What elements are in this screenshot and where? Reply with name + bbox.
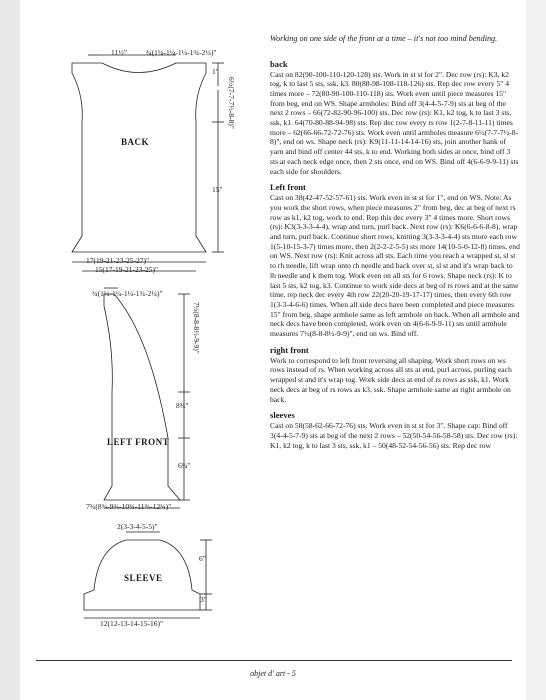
left-front-outline [104,294,180,500]
left-front-top-label: ¾(1¼-1¼-1¼-1¾-2¼)" [92,289,163,298]
footer-rule [36,660,512,661]
left-front-mid-label: 8¾" [176,401,189,410]
sleeve-top-label: 2(3-3-4-5-5)" [117,522,158,531]
section-body: Work to correspond to left front reversing all shaping. Work short rows on ws rows instead of rs. When working across all sts at end, purl across, purling each wrapped st and it's wrap tog. Work side decs at end of rs rows as ssk, k1. Work neck decs at beg of rs rows as k3, ssk. Shape armhole same as right armhole on back. [270,355,512,404]
back-width-bottom-label: 15(17-19-21-23-25)" [95,265,159,274]
back-neck-label: ¾(1¼-1¼-1¼-1¾-2¼)" [146,48,217,57]
pattern-text-column [270,34,520,456]
section-body: Cast on 58(58-62-66-72-76) sts. Work even in st st for 3". Shape cap: Bind off 3(4-4-5-7-9) sts at beg of the next 2 rows – 52(50-54-56-58-58) sts. Dec row (rs): K1, k2 tog, k to last 3 sts, ssk, k1 – 50(48-52-54-56-56) sts. Rep dec row [270,421,518,450]
sleeve-cuff-label: 3" [200,595,207,604]
section-sleeves [270,410,520,450]
sleeve-width-label: 12(12-13-14-15-16)" [100,619,164,628]
back-armhole-label: 6½(7-7-7½-8-8)" [227,77,236,129]
left-front-piece-name: LEFT FRONT [107,437,170,447]
left-front-upper-label: 7½(8-8-8½-9-9)" [192,302,201,354]
back-neck-depth-label: 1" [212,67,219,76]
section-back [270,59,520,177]
schematics-panel [0,0,270,680]
back-outline [72,63,206,252]
back-piece-name: BACK [121,137,150,147]
section-body: Cast on 38(42-47-52-57-61) sts. Work even in st st for 1", end on WS. Note: As you work the short rows, when piece measures 2" from beg, dec at beg of next rs row as k1, k2 tog, work to end. Rep this dec every 3" 4 times more. Short rows (rs): K3(3-3-3-4-4), wrap and turn, purl back. Next row (rs): K6(6-6-6-8-8), wrap and turn, purl back. Continue short rows, knitting 3(3-3-3-4-4) sts more each row 1(5-10-15-3-7) times more, then 2(2-2-2-5-5) sts more 14(10-5-0-12-8) times, end on WS. Next row (rs): Knit across all sts. Each time you reach a wrapped st, sl st to rh needle, lift wrap onto rh needle and back over st, sl st and it's wrap back to lh needle and k them tog. Work even on all sts for 6 rows. Shape neck (rs): K to last 5 sts, k2 tog, k3. Continue to work side decs at beg of rs rows and at the same time, rep neck dec every 4th row 22(20-20-19-17-17) times, then every 6th row 1(3-3-4-6-6) times. When all side decs have been completed and piece measures 15" from beg, shape armhole same as left armhole on back. When all armhole and neck decs have been completed, work even on 4(6-6-9-9-11) sts until armhole measures 7½(8-8-8½-9-9)", end on ws. Bind off. [270,193,520,339]
section-left-front [270,182,520,339]
section-heading: right front [270,344,309,355]
intro-note: Working on one side of the front at a time – it's not too mind bending. [270,34,498,43]
page-footer: objet d' art - 5 [250,669,296,678]
back-shoulder-label: 11½" [111,48,127,57]
section-heading: sleeves [270,410,295,421]
left-front-width-label: 7¾(8¾-9¾-10¾-11¾-12¾)" [86,502,172,511]
section-heading: Left front [270,182,306,193]
left-front-lower-label: 6¼" [178,461,191,470]
sleeve-cap-label: 6" [199,554,206,563]
back-length-label: 15" [212,185,223,194]
page-gutter-right [526,0,546,700]
sleeve-piece-name: SLEEVE [124,573,163,583]
section-right-front [270,345,520,405]
section-body: Cast on 82(90-100-110-120-128) sts. Work in st st for 2". Dec row (rs): K3, k2 tog, k to last 5 sts, ssk, k3. 80(88-98-108-118-126) sts. Rep dec row every 5" 4 times more – 72(80-90-100-110-118) sts. Work even until piece measures 15" from beg, end on WS. Shape armholes: Bind off 3(4-4-5-7-9) sts at beg of the next 2 rows – 66(72-82-90-96-100) sts. Dec row (rs): K1, k2 tog, k to last 3 sts, ssk, k1. 64(70-80-88-94-98) sts. Rep dec row every rs row 1(2-7-8-11-11) times more – 62(66-66-72-72-76) sts. Work even until armholes measure 6½(7-7-7½-8-8)", end on ws. Shape neck (rs): K9(11-11-14-14-16) sts, join another hank of yarn and bind off center 44 sts, k to end. Working both sides at once, bind off 3 sts at each neck edge once, then 2 sts once, end on WS. Bind off 4(6-6-9-9-11) sts each side for shoulders. [270,69,519,176]
section-heading: back [270,58,288,69]
back-width-top-label: 17(19-21-23-25-27)" [86,256,150,265]
